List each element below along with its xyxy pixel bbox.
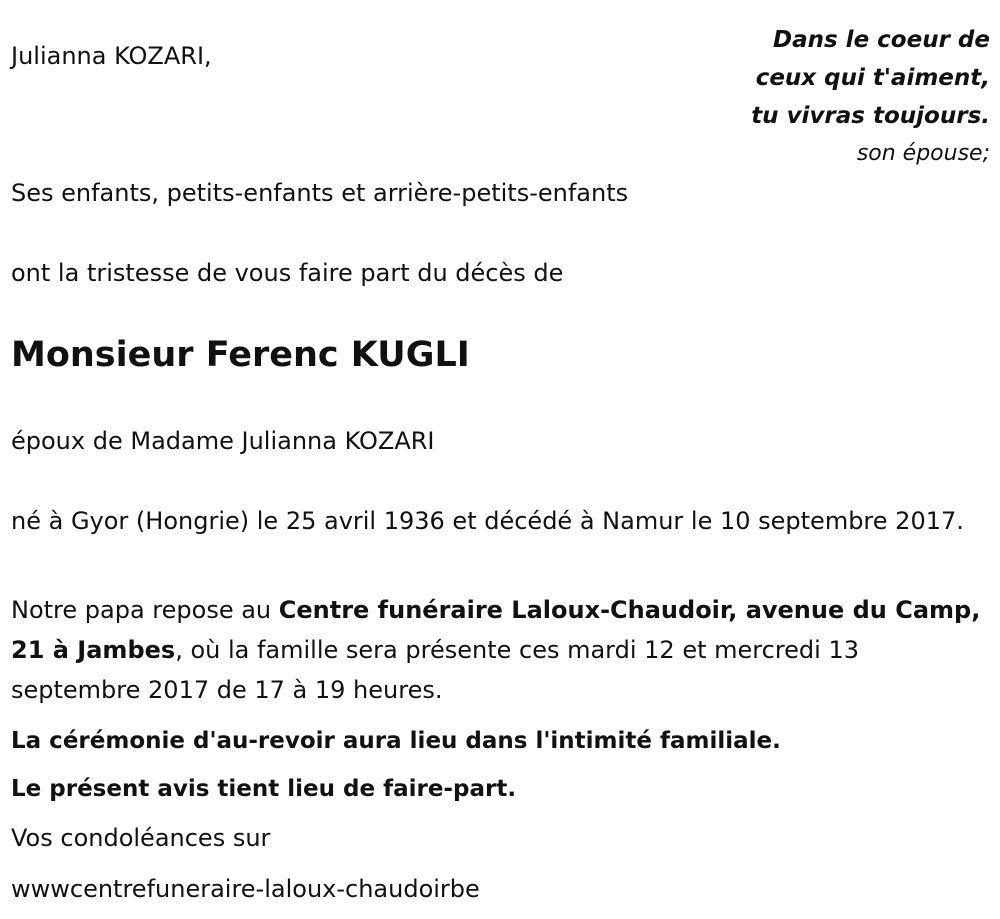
- condolences-label: Vos condoléances sur: [11, 824, 271, 852]
- repose-suffix: , où la famille sera présente ces mardi 12 et mercredi 13 septembre 2017 de 17 à 19 heures.: [11, 636, 859, 704]
- epigraph-line: Dans le coeur de: [773, 27, 990, 53]
- ceremony-note: La cérémonie d'au-revoir aura lieu dans l'intimité familiale.: [11, 728, 781, 754]
- notice-note: Le présent avis tient lieu de faire-part.: [11, 776, 517, 802]
- birth-death: né à Gyor (Hongrie) le 25 avril 1936 et décédé à Namur le 10 septembre 2017.: [11, 507, 964, 535]
- signed-by: son épouse;: [856, 141, 990, 166]
- spouse-line: Julianna KOZARI,: [11, 42, 212, 70]
- epigraph-line: tu vivras toujours.: [751, 103, 990, 129]
- epigraph: [751, 21, 990, 135]
- repose-paragraph: [11, 590, 991, 710]
- epigraph-line: ceux qui t'aiment,: [755, 65, 990, 91]
- condolences-website[interactable]: wwwcentrefuneraire-laloux-chaudoirbe: [11, 875, 480, 903]
- repose-prefix: Notre papa repose au: [11, 596, 279, 624]
- family-line: Ses enfants, petits-enfants et arrière-petits-enfants: [11, 179, 629, 207]
- announcement: ont la tristesse de vous faire part du décès de: [11, 259, 564, 287]
- repose-location: Centre funéraire Laloux-Chaudoir, avenue du Camp, 21 à Jambes: [11, 596, 981, 664]
- deceased-name: Monsieur Ferenc KUGLI: [11, 335, 470, 375]
- spouse-of: époux de Madame Julianna KOZARI: [11, 427, 435, 455]
